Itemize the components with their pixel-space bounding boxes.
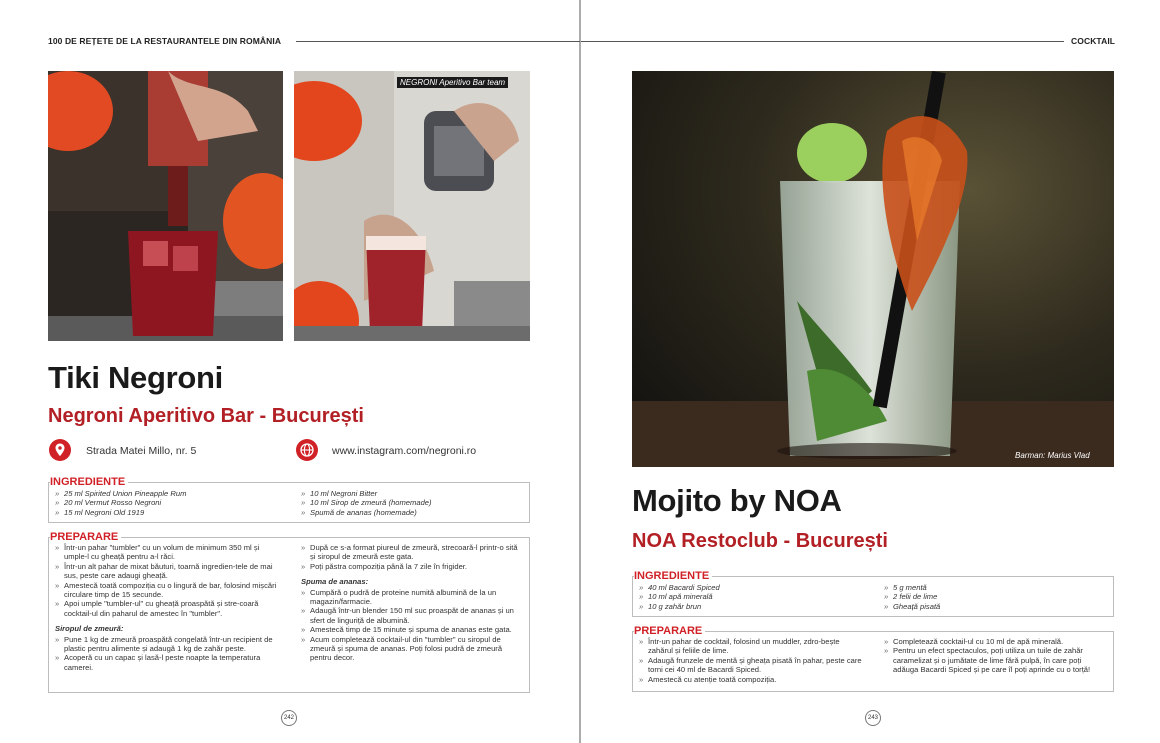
ingredients-list-mojito-right	[884, 583, 1104, 611]
venue-subtitle-negroni: Negroni Aperitivo Bar - București	[48, 405, 364, 427]
list-item: » După ce s-a format piureul de zmeură, strecoară-l printr-o sită și siropul de zmeură este gata.	[301, 543, 523, 562]
recipe-title-tiki-negroni: Tiki Negroni	[48, 360, 223, 395]
list-item: » 10 ml apă minerală	[639, 592, 869, 601]
list-item: » Gheață pisată	[884, 602, 1104, 611]
ingredients-list-tiki-right	[301, 489, 521, 517]
list-item: » Poți păstra compoziția până la 7 zile în frigider.	[301, 562, 523, 571]
ingredients-list-mojito-left	[639, 583, 869, 611]
list-item: » 20 ml Vermut Rosso Negroni	[55, 498, 285, 507]
list-item: » Pentru un efect spectaculos, poți utiliza un tuile de zahăr caramelizat și o jumătate de lime fără pulpă, în care poți adăuga Bacardi Spiced și pe care îl poți aprinde cu o torță!	[884, 646, 1106, 674]
globe-icon	[296, 439, 318, 461]
list-item: » Adaugă într-un blender 150 ml suc proaspăt de ananas și un sfert de linguriță de albumină.	[301, 606, 523, 625]
preparation-steps-mojito-left	[639, 637, 865, 684]
list-item: » 2 felii de lime	[884, 592, 1104, 601]
right-header-rule	[581, 41, 1064, 42]
list-item: » Într-un pahar de cocktail, folosind un muddler, zdro-bește zahărul și feliile de lime.	[639, 637, 865, 656]
list-item: » Cumpără o pudră de proteine numită albumină de la un magazin/farmacie.	[301, 588, 523, 607]
list-item: » Amestecă timp de 15 minute și spuma de ananas este gata.	[301, 625, 523, 634]
venue-subtitle-noa: NOA Restoclub - București	[632, 530, 888, 552]
preparation-steps-tiki-right	[301, 543, 523, 663]
list-item: » 5 g mentă	[884, 583, 1104, 592]
preparation-steps-tiki-left	[55, 543, 283, 672]
photo-mojito-cocktail	[632, 71, 1114, 467]
list-item: » 40 ml Bacardi Spiced	[639, 583, 869, 592]
ingredients-label-mojito: INGREDIENTE	[634, 571, 712, 582]
syrup-heading: Siropul de zmeură:	[55, 624, 124, 634]
address-text: Strada Matei Millo, nr. 5	[86, 445, 197, 457]
list-item: » 10 ml Sirop de zmeură (homemade)	[301, 498, 521, 507]
list-item: » Completează cocktail-ul cu 10 ml de apă minerală.	[884, 637, 1106, 646]
left-header-rule	[296, 41, 580, 42]
list-item: » Într-un pahar "tumbler" cu un volum de minimum 350 ml și umple-l cu gheață pentru a-l răci.	[55, 543, 283, 562]
list-item: » Apoi umple "tumbler-ul" cu gheață proaspătă și stre-coară cocktail-ul din paharul de amestec în "tumbler".	[55, 599, 283, 618]
list-item: » Amestecă cu atenție toată compoziția.	[639, 675, 865, 684]
location-pin-icon	[49, 439, 71, 461]
list-item: » Într-un alt pahar de mixat băuturi, toarnă ingredien-tele de mai sus, peste care adaugi gheață.	[55, 562, 283, 581]
page-number-right: 243	[865, 710, 881, 726]
list-item: » 10 ml Negroni Bitter	[301, 489, 521, 498]
left-running-head: 100 DE REȚETE DE LA RESTAURANTELE DIN ROMÂNIA	[48, 36, 282, 46]
page-number-left: 242	[281, 710, 297, 726]
photo-bartender-pouring	[48, 71, 283, 341]
list-item: » 15 ml Negroni Old 1919	[55, 508, 285, 517]
list-item: » Adaugă frunzele de mentă și gheața pisată în pahar, peste care torni cei 40 ml de Bacardi Spiced.	[639, 656, 865, 675]
ingredients-label-tiki: INGREDIENTE	[50, 477, 128, 488]
list-item: » 25 ml Spirited Union Pineapple Rum	[55, 489, 285, 498]
list-item: » 10 g zahăr brun	[639, 602, 869, 611]
ingredients-list-tiki-left	[55, 489, 285, 517]
list-item: » Amestecă toată compoziția cu o lingură de bar, folosind mișcări circulare timp de 15 secunde.	[55, 581, 283, 600]
right-photo-caption: Barman: Marius Vlad	[1015, 451, 1090, 460]
preparation-steps-mojito-right	[884, 637, 1106, 675]
photo-bartender-shaker	[294, 71, 530, 341]
left-photo-caption: NEGRONI Aperitivo Bar team	[397, 77, 508, 88]
list-item: » Acoperă cu un capac și lasă-l peste noapte la temperatura camerei.	[55, 653, 283, 672]
recipe-title-mojito: Mojito by NOA	[632, 483, 842, 518]
list-item: » Acum completează cocktail-ul din "tumbler" cu siropul de zmeură și spuma de ananas. Poți folosi pudră de zmeură pentru decor.	[301, 635, 523, 663]
list-item: » Pune 1 kg de zmeură proaspătă congelată într-un recipient de plastic pentru alimente și adaugă 1 kg de zahăr peste.	[55, 635, 283, 654]
website-link[interactable]: www.instagram.com/negroni.ro	[332, 445, 477, 457]
preparation-label-tiki: PREPARARE	[50, 532, 121, 543]
foam-heading: Spuma de ananas:	[301, 577, 369, 587]
list-item: » Spumă de ananas (homemade)	[301, 508, 521, 517]
preparation-label-mojito: PREPARARE	[634, 626, 705, 637]
page-gutter	[579, 0, 581, 743]
right-running-head: COCKTAIL	[1071, 36, 1116, 46]
